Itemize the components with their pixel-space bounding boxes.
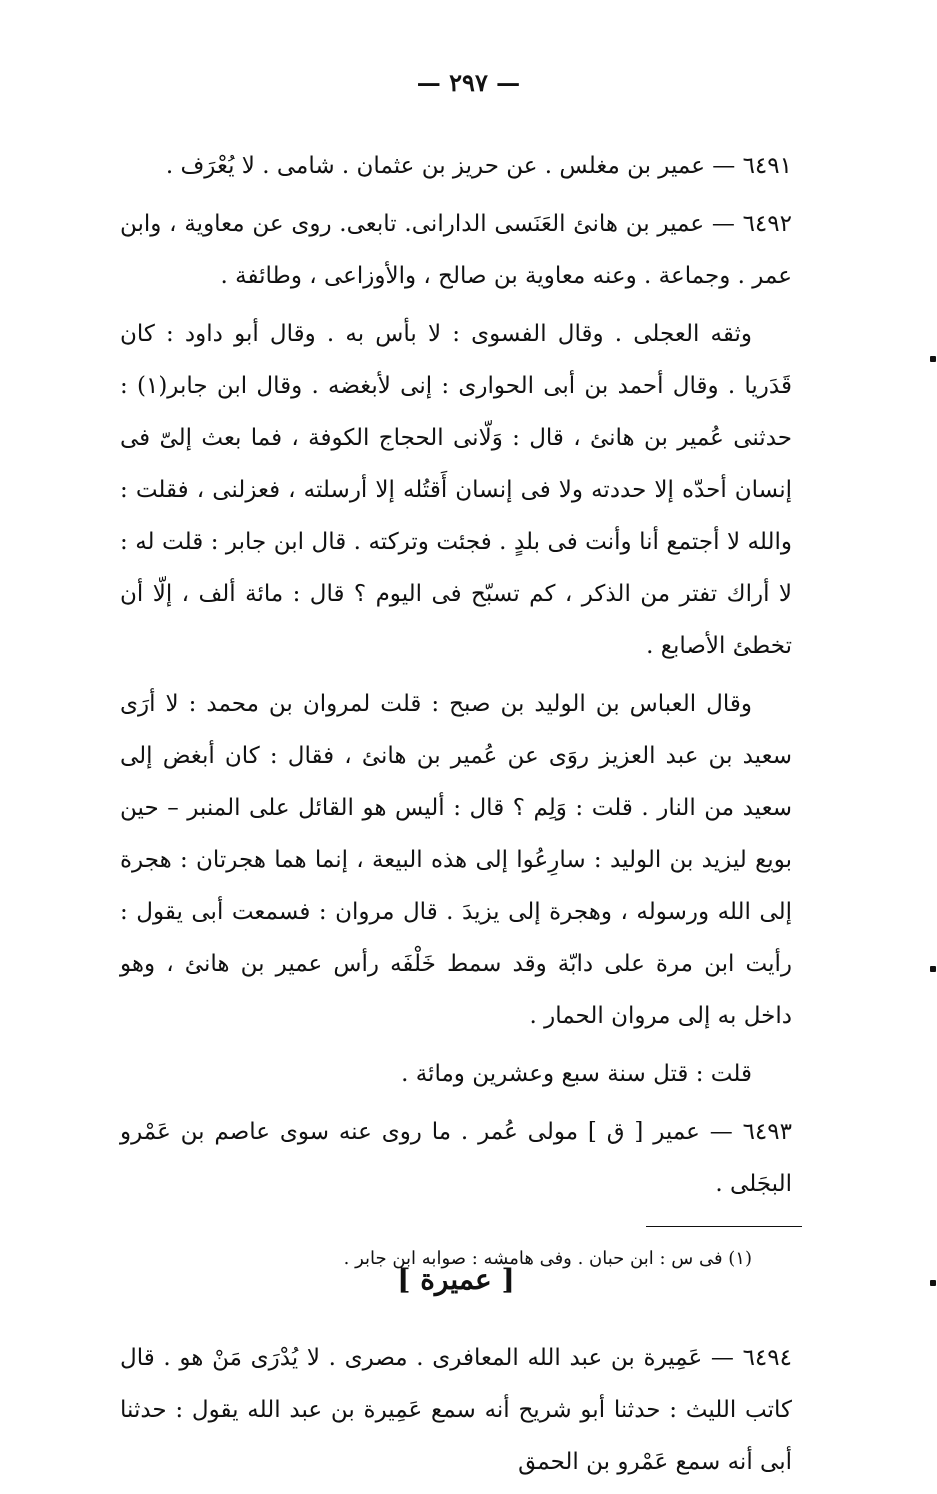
section-heading: [ عميرة ] <box>397 1263 515 1296</box>
margin-dot-mark <box>930 356 936 362</box>
paragraph-abbas-narration: وقال العباس بن الوليد بن صبح : قلت لمروان بن محمد : لا أرَى سعيد بن عبد العزيز روَى عن عُمير بن هانئ ، فقال : كان أبغض إلى سعيد من النار . قلت : وَلِم ؟ قال : أليس هو القائل على المنبر – حين بويع ليزيد بن الوليد : سارِعُوا إلى هذه البيعة ، إنما هما هجرتان : هجرة إلى الله ورسوله ، وهجرة إلى يزيدَ . قال مروان : فسمعت أبى يقول : رأيت ابن مرة على دابّة وقد سمط خَلْفَه رأس عمير بن هانئ ، وهو داخل به إلى مروان الحمار . <box>120 691 792 1029</box>
paragraph-death-note: قلت : قتل سنة سبع وعشرين ومائة . <box>401 1061 752 1087</box>
footnote-divider <box>646 1226 802 1227</box>
paragraph-entry-6492: ٦٤٩٢ — عمير بن هانئ العَنَسى الدارانى. تابعى. روى عن معاوية ، وابن عمر . وجماعة . وعنه معاوية بن صالح ، والأوزاعى ، وطائفة . <box>120 211 792 289</box>
page-number: — ٢٩٧ — <box>416 68 521 97</box>
paragraph-entry-6493: ٦٤٩٣ — عمير [ ق ] مولى عُمر . ما روى عنه سوى عاصم بن عَمْرو البجَلى . <box>120 1119 792 1197</box>
margin-dot-mark <box>930 966 936 972</box>
footnote: (١) فى س : ابن حبان . وفى هامشه : صوابه ابن جابر . <box>343 1248 752 1269</box>
paragraph-entry-6494: ٦٤٩٤ — عَمِيرة بن عبد الله المعافرى . مصرى . لا يُدْرَى مَنْ هو . قال كاتب الليث : حدثنا أبو شريح أنه سمع عَمِيرة بن عبد الله يقول : حدثنا أبى أنه سمع عَمْرو بن الحمق <box>120 1345 792 1475</box>
main-text <box>120 140 792 1494</box>
margin-dot-mark <box>930 1280 936 1286</box>
paragraph-entry-6491: ٦٤٩١ — عمير بن مغلس . عن حريز بن عثمان . شامى . لا يُعْرَف . <box>165 153 792 179</box>
paragraph-tawthiq: وثقه العجلى . وقال الفسوى : لا بأس به . وقال أبو داود : كان قَدَريا . وقال أحمد بن أبى الحوارى : إنى لأبغضه . وقال ابن جابر(١) : حدثنى عُمير بن هانئ ، قال : وَلّانى الحجاج الكوفة ، فما بعث إلىّ فى إنسان أحدّه إلا حددته ولا فى إنسان أَقتُله إلا أرسلته ، فعزلنى ، فقلت : والله لا أجتمع أنا وأنت فى بلدٍ . فجئت وتركته . قال ابن جابر : قلت له : لا أراك تفتر من الذكر ، كم تسبّح فى اليوم ؟ قال : مائة ألف ، إلّا أن تخطئ الأصابع . <box>120 321 792 659</box>
